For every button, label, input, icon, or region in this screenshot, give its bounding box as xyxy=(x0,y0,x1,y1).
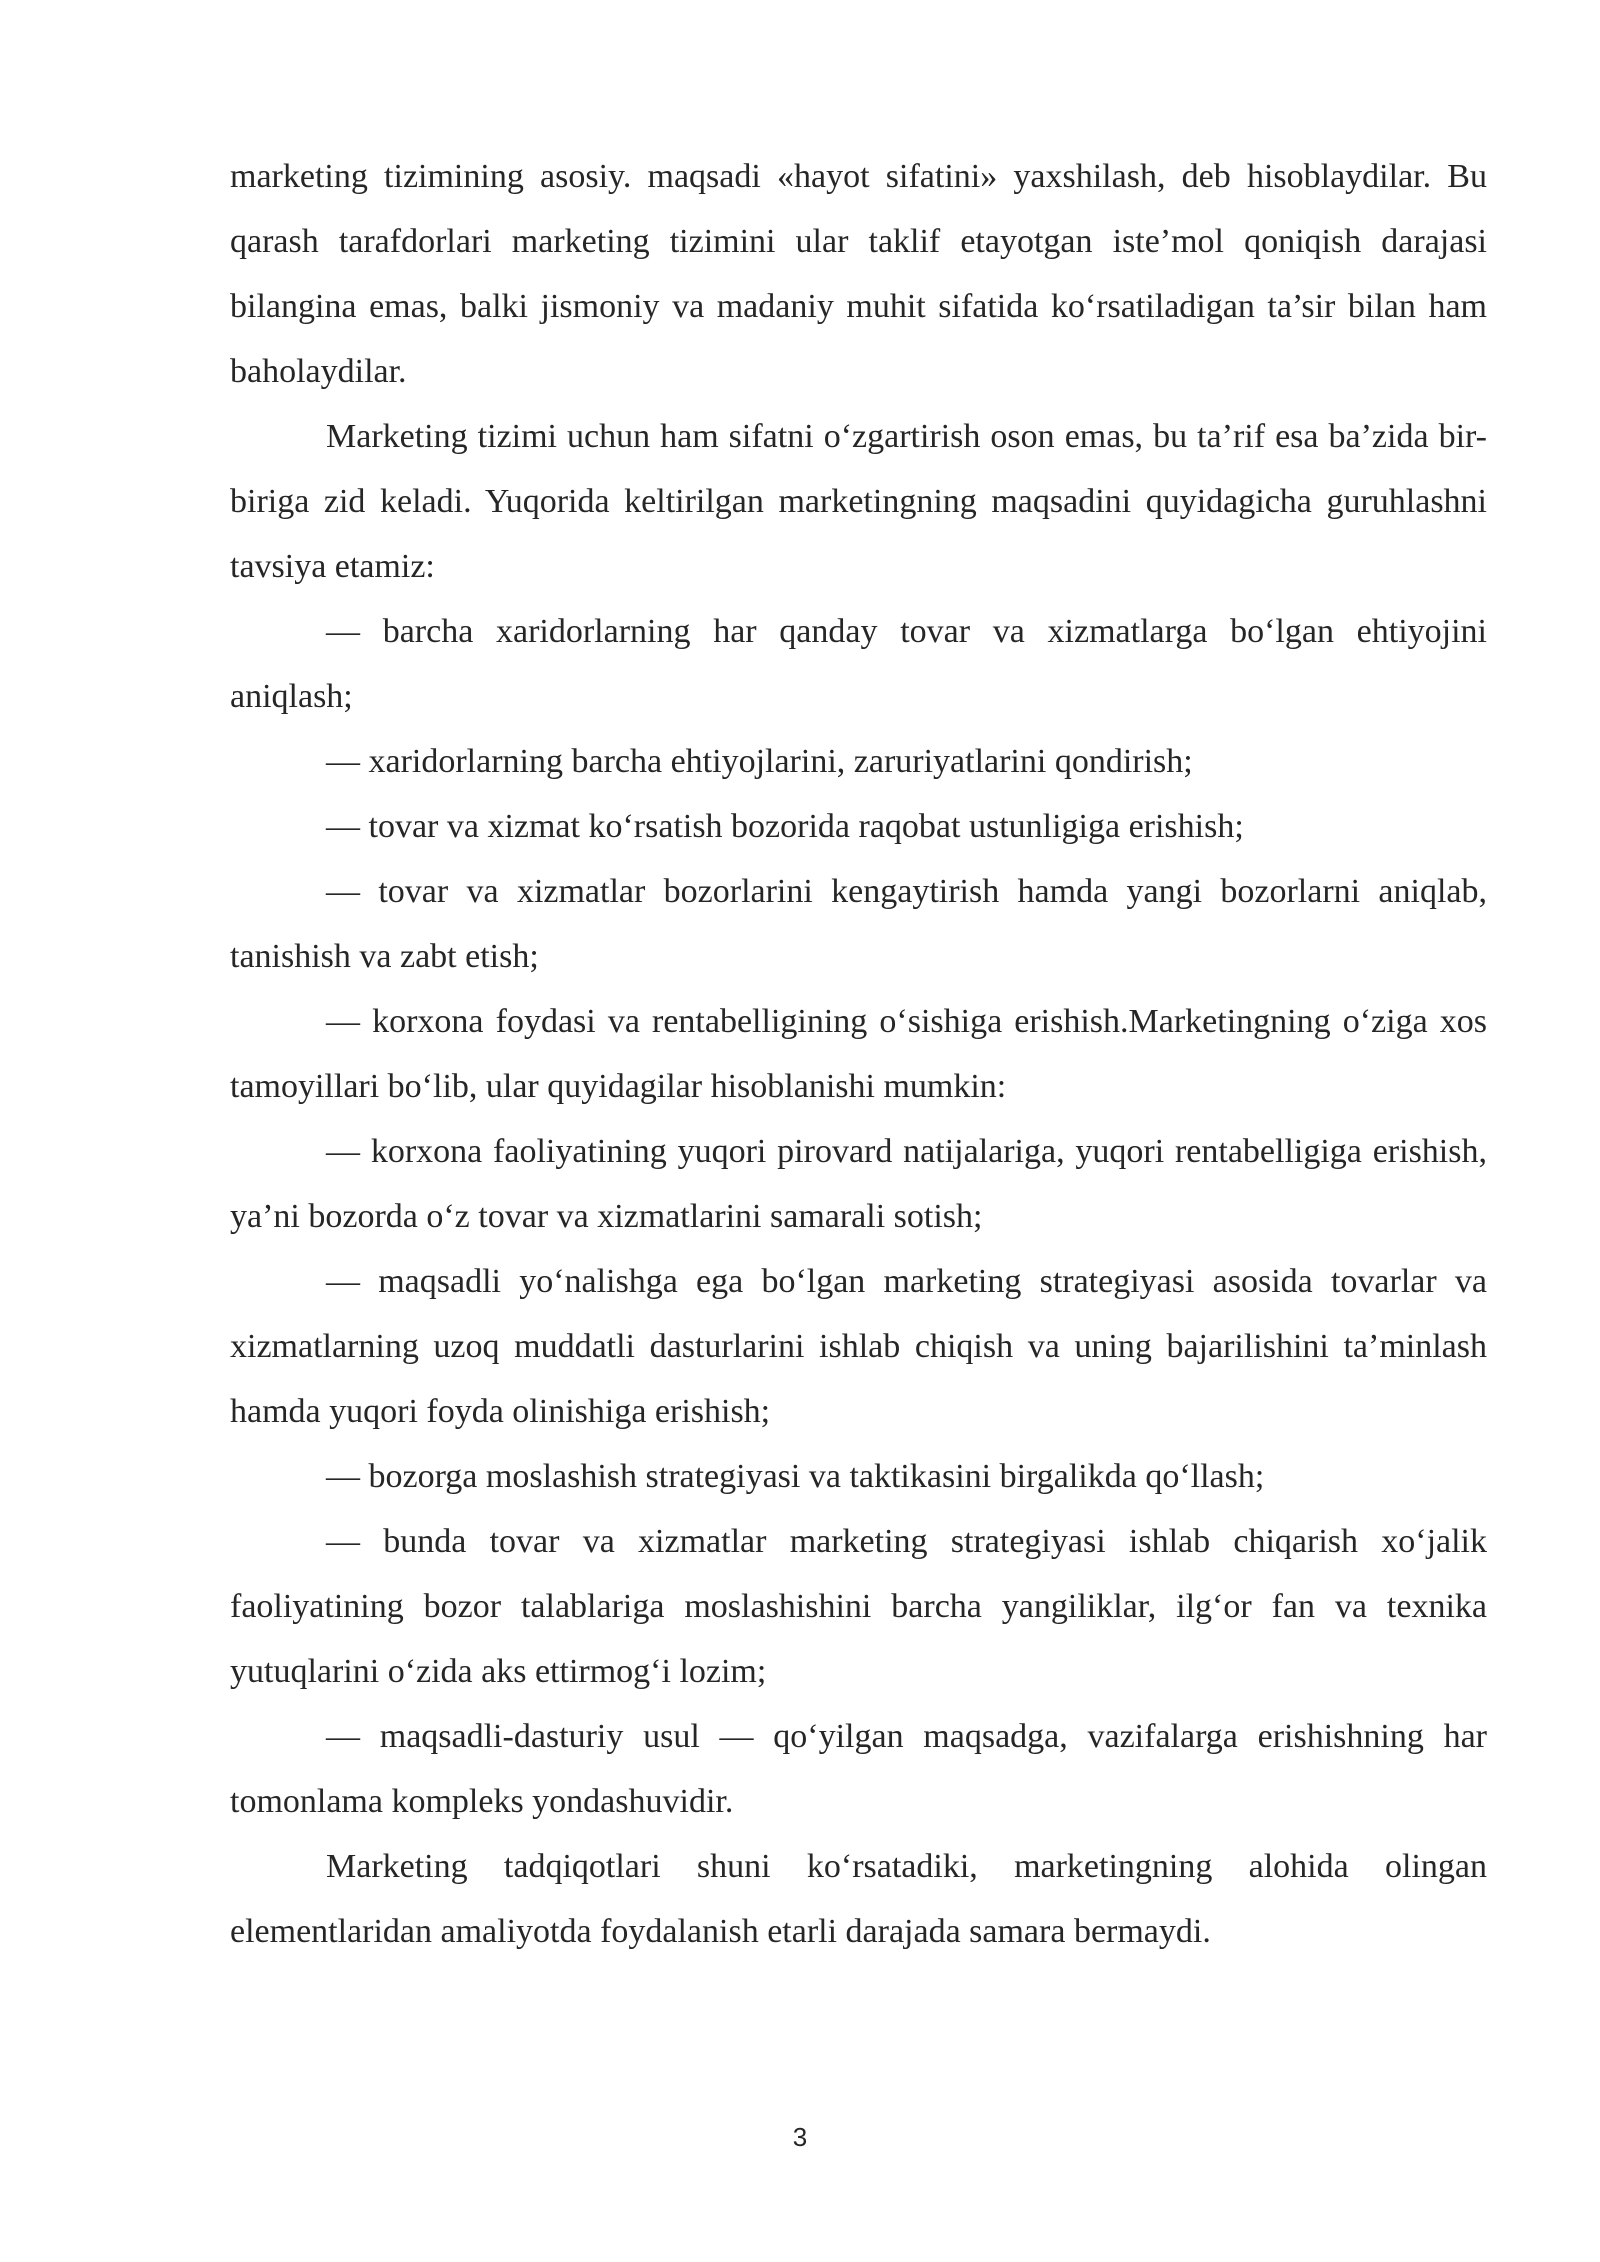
list-item: — korxona faoliyatining yuqori pirovard natijalariga, yuqori rentabelligiga erishish, ya’ni bozorda o‘z tovar va xizmatlarini samarali sotish; xyxy=(230,1133,1487,1235)
paragraph: Marketing tizimi uchun ham sifatni o‘zgartirish oson emas, bu ta’rif esa ba’zida bir-biriga zid keladi. Yuqorida keltirilgan marketingning maqsadini quyidagicha guruhlashni tavsiya etamiz: xyxy=(230,418,1487,585)
list-item: — bunda tovar va xizmatlar marketing strategiyasi ishlab chiqarish xo‘jalik faoliyatining bozor talablariga moslashishini barcha yangiliklar, ilg‘or fan va texnika yutuqlarini o‘zida aks ettirmog‘i lozim; xyxy=(230,1523,1487,1690)
list-item: — maqsadli-dasturiy usul — qo‘yilgan maqsadga, vazifalarga erishishning har tomonlama kompleks yondashuvidir. xyxy=(230,1718,1487,1820)
list-item: — bozorga moslashish strategiyasi va taktikasini birgalikda qo‘llash; xyxy=(326,1458,1265,1495)
list-item: — tovar va xizmat ko‘rsatish bozorida raqobat ustunligiga erishish; xyxy=(326,808,1244,845)
document-body xyxy=(230,144,1487,1964)
list-item: — korxona foydasi va rentabelligining o‘sishiga erishish.Marketingning o‘ziga xos tamoyillari bo‘lib, ular quyidagilar hisoblanishi mumkin: xyxy=(230,1003,1487,1105)
list-item: — xaridorlarning barcha ehtiyojlarini, zaruriyatlarini qondirish; xyxy=(326,743,1193,780)
paragraph-continuation: marketing tizimining asosiy. maqsadi «hayot sifatini» yaxshilash, deb hisoblaydilar. Bu qarash tarafdorlari marketing tizimini ular taklif etayotgan iste’mol qoniqish darajasi bilangina emas, balki jismoniy va madaniy muhit sifatida ko‘rsatiladigan ta’sir bilan ham baholaydilar. xyxy=(230,158,1487,390)
page-number: 3 xyxy=(792,2122,808,2152)
list-item: — barcha xaridorlarning har qanday tovar va xizmatlarga bo‘lgan ehtiyojini aniqlash; xyxy=(230,613,1487,715)
list-item: — maqsadli yo‘nalishga ega bo‘lgan marketing strategiyasi asosida tovarlar va xizmatlarning uzoq muddatli dasturlarini ishlab chiqish va uning bajarilishini ta’minlash hamda yuqori foyda olinishiga erishish; xyxy=(230,1263,1487,1430)
list-item: — tovar va xizmatlar bozorlarini kengaytirish hamda yangi bozorlarni aniqlab, tanishish va zabt etish; xyxy=(230,873,1487,975)
paragraph: Marketing tadqiqotlari shuni ko‘rsatadiki, marketingning alohida olingan elementlaridan amaliyotda foydalanish etarli darajada samara bermaydi. xyxy=(230,1848,1487,1950)
